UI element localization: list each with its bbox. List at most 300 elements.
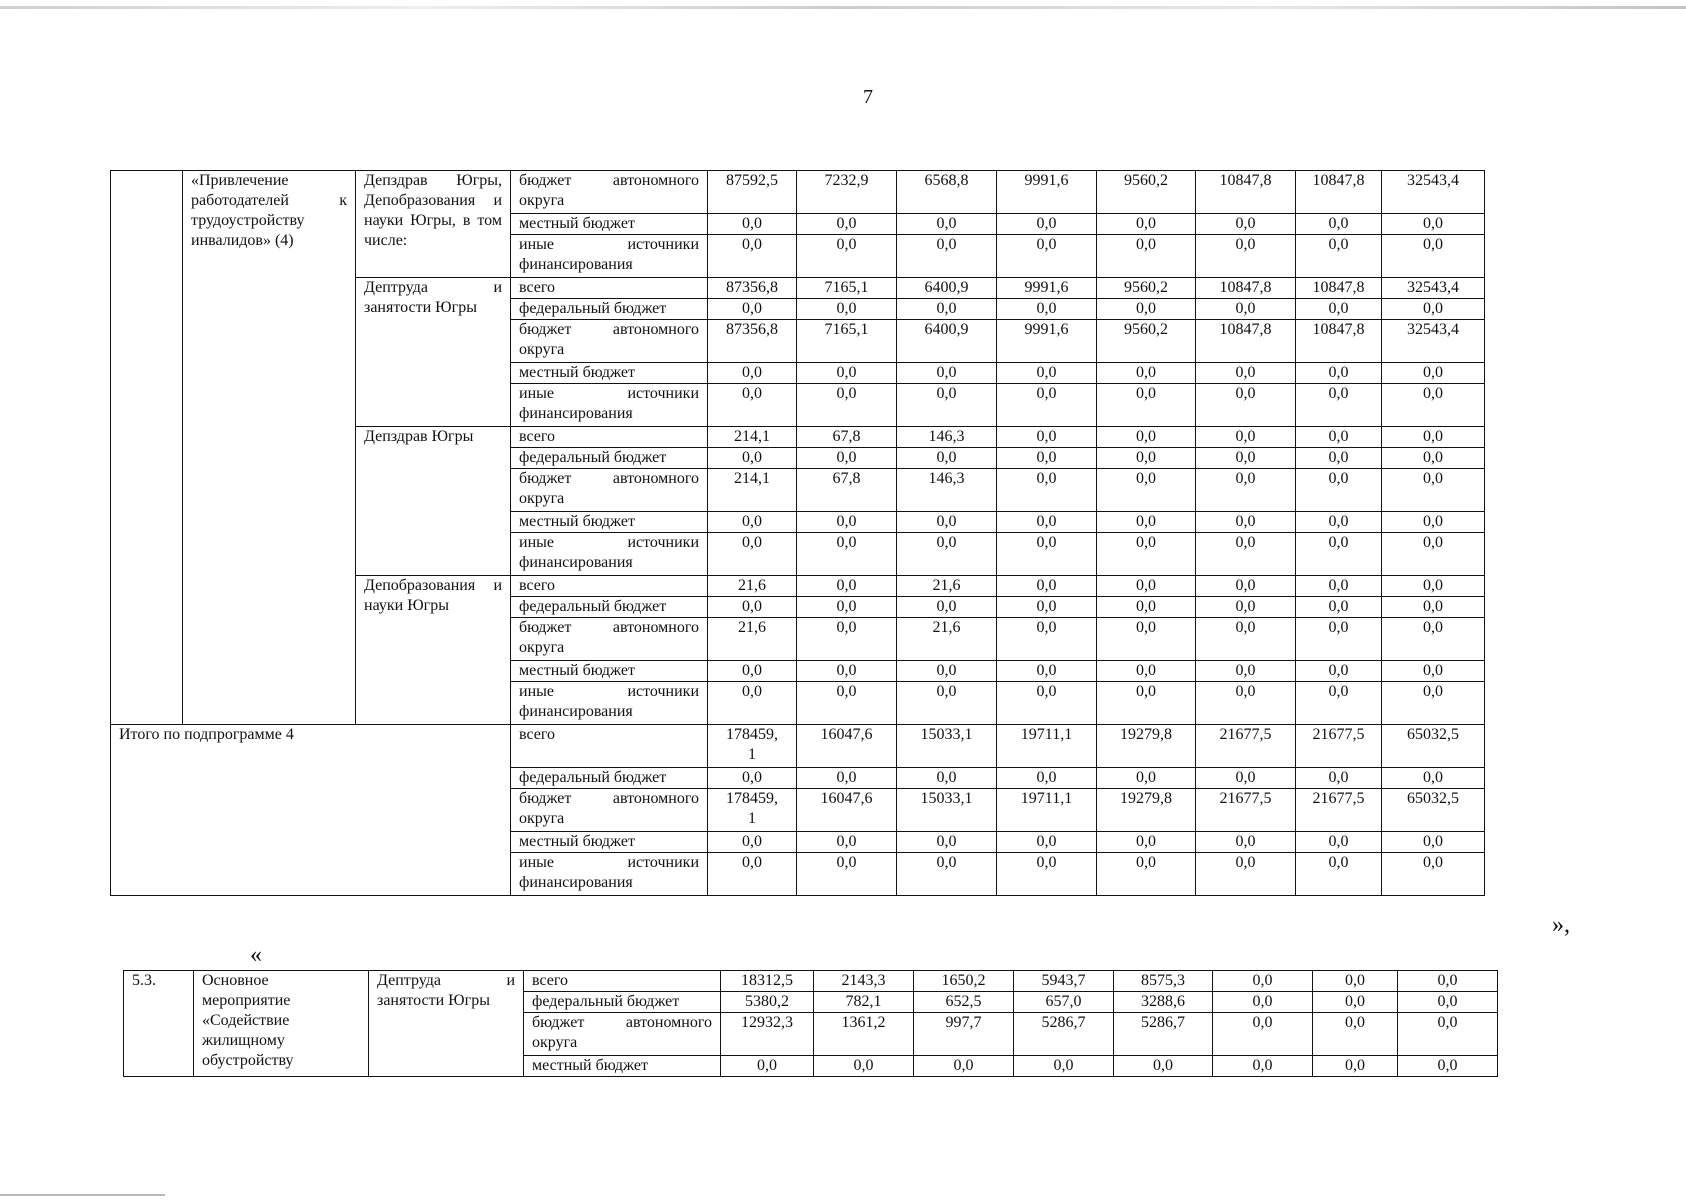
value-text: 0,0 [742,300,762,317]
value-cell [997,725,1097,768]
value-cell [1382,832,1485,853]
value-cell [708,768,797,789]
value-text: 0,0 [1423,513,1443,530]
value-text: 1361,2 [841,1014,886,1031]
table-row [124,971,1498,992]
value-cell [1097,597,1196,618]
value-cell [1097,427,1196,448]
program-name: «Привлечение работодателей к трудоустройству инвалидов» (4) [183,171,356,725]
value-cell [1398,1056,1498,1077]
value-text: 0,0 [1423,364,1443,381]
value-text: 0,0 [1423,769,1443,786]
value-cell [1097,384,1196,427]
value-text: 9991,6 [1024,321,1069,338]
value-text: 0,0 [1423,534,1443,551]
value-text: 0,0 [1136,619,1156,636]
value-text: 0,0 [742,364,762,381]
value-text: 19279,8 [1120,790,1172,807]
value-text: 657,0 [1045,993,1082,1010]
value-cell [1296,853,1382,896]
value-text: 0,0 [1235,215,1256,232]
value-text: 0,0 [1328,833,1349,850]
value-text: 5286,7 [1141,1014,1185,1031]
value-cell [1114,1013,1213,1056]
value-text: 0,0 [1136,854,1156,871]
value-text: 0,0 [1328,619,1349,636]
value-text: 10847,8 [1312,172,1365,189]
value-text: 0,0 [1423,428,1443,445]
value-text: 0,0 [1153,1057,1173,1074]
value-text: 0,0 [1328,683,1349,700]
value-cell [1196,853,1296,896]
value-text: 0,0 [1423,385,1443,402]
value-cell [897,384,997,427]
value-text: 0,0 [1345,1057,1365,1074]
value-cell [1196,320,1296,363]
value-text: 0,0 [757,1057,777,1074]
value-cell [797,853,897,896]
total-row [111,725,1485,768]
value-text: 6400,9 [924,279,969,296]
value-cell [814,1013,914,1056]
value-cell [1097,682,1196,725]
value-cell [897,597,997,618]
value-text: 0,0 [742,449,762,466]
value-cell [1296,235,1382,278]
value-text: 0,0 [1328,769,1349,786]
value-cell [1382,235,1485,278]
value-cell [708,448,797,469]
scan-artifact-bottom [0,1194,165,1196]
value-text: 146,3 [928,428,965,445]
value-cell [1382,469,1485,512]
value-cell [1296,363,1382,384]
value-text: 0,0 [1036,619,1057,636]
value-text: 0,0 [1328,662,1349,679]
value-cell [1296,661,1382,682]
total-label: Итого по подпрограмме 4 [111,725,511,896]
value-cell [1196,832,1296,853]
value-cell [897,320,997,363]
value-text: 0,0 [1328,513,1349,530]
value-text: 0,0 [1136,300,1156,317]
value-cell [1296,214,1382,235]
value-text: 652,5 [945,993,982,1010]
value-cell [1196,469,1296,512]
value-text: 21677,5 [1219,726,1272,743]
value-cell [997,278,1097,299]
value-text: 10847,8 [1219,279,1272,296]
value-cell [814,992,914,1013]
value-cell [897,299,997,320]
value-text: 0,0 [1235,364,1256,381]
value-text: 3288,6 [1141,993,1185,1010]
value-text: 32543,4 [1407,279,1459,296]
funding-source-label: местный бюджет [511,214,708,235]
value-text: 0,0 [1136,662,1156,679]
value-cell [1398,1013,1498,1056]
funding-source-label: иные источники финансирования [511,384,708,427]
value-text: 12932,3 [741,1014,793,1031]
value-cell [1097,618,1196,661]
value-cell [1097,448,1196,469]
value-cell [914,971,1014,992]
value-text: 0,0 [1328,385,1349,402]
value-cell [797,789,897,832]
value-text: 0,0 [1036,215,1057,232]
closing-quote: », [1552,912,1570,938]
value-cell [1382,618,1485,661]
value-text: 0,0 [1423,300,1443,317]
value-text: 0,0 [836,364,857,381]
value-cell [1097,832,1196,853]
value-text: 0,0 [1423,833,1443,850]
value-text: 10847,8 [1219,321,1272,338]
value-cell [1196,512,1296,533]
value-text: 0,0 [1423,683,1443,700]
value-cell [708,725,797,768]
value-text: 0,0 [1235,534,1256,551]
value-text: 0,0 [1136,769,1156,786]
table-row [111,171,1485,214]
value-cell [708,235,797,278]
value-text: 0,0 [1235,619,1256,636]
value-cell [914,1013,1014,1056]
value-text: 8575,3 [1141,972,1185,989]
row-number-cell [111,171,183,725]
value-text: 0,0 [1036,300,1057,317]
value-text: 0,0 [1235,577,1256,594]
value-cell [1296,597,1382,618]
value-cell [797,235,897,278]
value-text: 0,0 [1036,364,1057,381]
value-text: 0,0 [1036,662,1057,679]
value-text: 0,0 [936,854,957,871]
value-cell [708,363,797,384]
value-text: 0,0 [1136,215,1156,232]
value-cell [708,171,797,214]
value-text: 0,0 [742,513,762,530]
value-cell [897,789,997,832]
value-text: 0,0 [836,513,857,530]
value-text: 0,0 [1136,513,1156,530]
value-cell [1398,992,1498,1013]
value-cell [1296,832,1382,853]
value-text: 0,0 [1235,449,1256,466]
executor-name: Депздрав Югры, Депобразования и науки Югры, в том числе: [356,171,511,278]
value-cell [1296,427,1382,448]
value-cell [1213,1013,1313,1056]
value-text: 0,0 [936,215,957,232]
value-cell [1196,363,1296,384]
value-text: 16047,6 [820,726,873,743]
value-cell [708,384,797,427]
value-cell [897,214,997,235]
executor-name: Дептруда и занятости Югры [369,971,524,1077]
value-text: 2143,3 [841,972,886,989]
value-cell [1296,768,1382,789]
value-cell [1296,682,1382,725]
scan-artifact-top [0,6,1686,9]
value-cell [997,448,1097,469]
value-cell [1097,171,1196,214]
value-text: 21677,5 [1219,790,1272,807]
value-text: 0,0 [836,300,857,317]
value-cell [897,427,997,448]
value-text: 0,0 [1328,215,1349,232]
value-text: 0,0 [1328,534,1349,551]
value-cell [797,618,897,661]
value-text: 10847,8 [1312,279,1365,296]
activity-name: Основное мероприятие «Содействие жилищному обустройству [194,971,369,1077]
value-cell [1382,853,1485,896]
value-cell [1382,533,1485,576]
value-cell [1382,682,1485,725]
value-cell [708,278,797,299]
value-text: 9560,2 [1124,321,1168,338]
value-cell [1196,235,1296,278]
value-text: 0,0 [1036,683,1057,700]
value-cell [797,363,897,384]
value-text: 9560,2 [1124,172,1168,189]
value-text: 0,0 [1423,577,1443,594]
value-cell [797,171,897,214]
value-text: 0,0 [742,215,762,232]
value-cell [721,992,814,1013]
value-cell [1382,576,1485,597]
value-cell [914,1056,1014,1077]
value-cell [1382,214,1485,235]
value-text: 0,0 [1423,215,1443,232]
funding-source-label: бюджет автономного округа [511,789,708,832]
value-text: 0,0 [1328,577,1349,594]
value-text: 0,0 [936,236,957,253]
value-text: 0,0 [1235,833,1256,850]
value-cell [1097,789,1196,832]
value-cell [897,768,997,789]
value-text: 0,0 [742,598,762,615]
value-cell [997,427,1097,448]
value-text: 0,0 [1423,449,1443,466]
value-cell [1114,971,1213,992]
value-cell [797,384,897,427]
value-text: 782,1 [845,993,882,1010]
value-text: 6568,8 [924,172,969,189]
value-cell [897,469,997,512]
value-text: 0,0 [1053,1057,1074,1074]
executor-name: Дептруда и занятости Югры [356,278,511,427]
value-text: 0,0 [1235,513,1256,530]
funding-source-label: местный бюджет [511,512,708,533]
value-text: 0,0 [1036,513,1057,530]
value-text: 0,0 [1235,385,1256,402]
value-cell [797,512,897,533]
value-cell [708,214,797,235]
value-text: 0,0 [1136,577,1156,594]
funding-source-label: местный бюджет [511,661,708,682]
value-cell [997,214,1097,235]
value-cell [897,448,997,469]
value-cell [1196,618,1296,661]
value-text: 214,1 [734,428,770,445]
value-text: 0,0 [936,513,957,530]
value-cell [1097,533,1196,576]
value-cell [1014,992,1114,1013]
value-text: 7232,9 [824,172,869,189]
value-cell [1196,661,1296,682]
value-cell [997,299,1097,320]
value-cell [997,576,1097,597]
value-cell [1196,576,1296,597]
value-cell [1097,363,1196,384]
value-text: 0,0 [1235,300,1256,317]
value-text: 0,0 [1328,598,1349,615]
value-cell [721,1013,814,1056]
value-cell [1014,1056,1114,1077]
value-cell [897,725,997,768]
value-cell [1213,992,1313,1013]
value-text: 0,0 [1345,972,1365,989]
value-text: 7165,1 [824,321,869,338]
value-cell [897,512,997,533]
value-text: 9991,6 [1024,279,1069,296]
value-cell [1097,469,1196,512]
value-text: 0,0 [1136,833,1156,850]
value-text: 0,0 [1136,364,1156,381]
funding-source-label: федеральный бюджет [511,597,708,618]
value-text: 0,0 [836,577,857,594]
funding-source-label: всего [511,278,708,299]
value-cell [708,832,797,853]
value-cell [1382,278,1485,299]
value-text: 0,0 [1423,236,1443,253]
value-cell [708,469,797,512]
value-cell [1382,363,1485,384]
value-cell [997,171,1097,214]
value-cell [997,682,1097,725]
value-text: 15033,1 [920,790,973,807]
value-cell [708,533,797,576]
value-text: 0,0 [936,683,957,700]
value-text: 0,0 [742,683,762,700]
value-cell [797,682,897,725]
value-text: 214,1 [734,470,770,487]
value-cell [1213,1056,1313,1077]
value-cell [1296,533,1382,576]
value-text: 0,0 [836,385,857,402]
value-text: 0,0 [1036,236,1057,253]
value-cell [1097,512,1196,533]
value-text: 0,0 [936,534,957,551]
value-cell [897,576,997,597]
value-cell [708,320,797,363]
value-cell [897,832,997,853]
value-text: 1650,2 [941,972,986,989]
value-text: 0,0 [1437,993,1458,1010]
value-cell [814,971,914,992]
value-text: 19711,1 [1020,726,1073,743]
value-text: 0,0 [1423,598,1443,615]
value-cell [1296,278,1382,299]
value-cell [1296,789,1382,832]
value-text: 5286,7 [1041,1014,1086,1031]
funding-source-label: иные источники финансирования [511,235,708,278]
value-text: 18312,5 [741,972,793,989]
value-cell [1097,320,1196,363]
funding-source-label: бюджет автономного округа [511,171,708,214]
value-text: 0,0 [953,1057,974,1074]
value-cell [1382,299,1485,320]
value-text: 0,0 [1328,300,1349,317]
funding-source-label: всего [511,576,708,597]
value-cell [1097,725,1196,768]
value-text: 0,0 [1235,598,1256,615]
value-text: 997,7 [945,1014,982,1031]
funding-source-label: бюджет автономного округа [524,1013,721,1056]
value-cell [1196,278,1296,299]
value-text: 0,0 [1437,972,1458,989]
value-text: 21,6 [738,577,766,594]
value-text: 0,0 [1136,385,1156,402]
opening-quote: « [250,942,262,968]
value-cell [997,512,1097,533]
value-cell [897,661,997,682]
funding-source-label: местный бюджет [511,363,708,384]
value-text: 0,0 [836,854,857,871]
funding-source-label: бюджет автономного округа [511,469,708,512]
funding-source-label: федеральный бюджет [511,448,708,469]
value-text: 0,0 [1423,662,1443,679]
value-cell [708,853,797,896]
value-cell [1196,214,1296,235]
value-text: 178459, 1 [726,790,778,827]
value-cell [797,576,897,597]
value-cell [1382,427,1485,448]
value-cell [1196,789,1296,832]
value-cell [897,278,997,299]
value-cell [1097,661,1196,682]
value-cell [1196,427,1296,448]
value-cell [1398,971,1498,992]
value-cell [797,427,897,448]
value-cell [997,832,1097,853]
funding-source-label: всего [524,971,721,992]
value-cell [997,469,1097,512]
value-text: 178459, 1 [726,726,778,763]
value-cell [1196,597,1296,618]
value-text: 0,0 [1328,449,1349,466]
value-text: 0,0 [1328,470,1349,487]
funding-source-label: иные источники финансирования [511,682,708,725]
value-cell [1296,299,1382,320]
value-cell [1196,448,1296,469]
value-cell [1196,299,1296,320]
value-text: 0,0 [1423,470,1443,487]
value-text: 0,0 [1252,993,1273,1010]
value-text: 67,8 [832,470,861,487]
value-cell [897,235,997,278]
value-cell [1382,661,1485,682]
value-text: 87592,5 [726,172,778,189]
value-cell [797,725,897,768]
value-cell [708,661,797,682]
value-text: 0,0 [742,385,762,402]
value-text: 19279,8 [1120,726,1172,743]
value-cell [1014,971,1114,992]
funding-source-label: всего [511,427,708,448]
value-cell [1196,384,1296,427]
value-cell [1313,1013,1398,1056]
